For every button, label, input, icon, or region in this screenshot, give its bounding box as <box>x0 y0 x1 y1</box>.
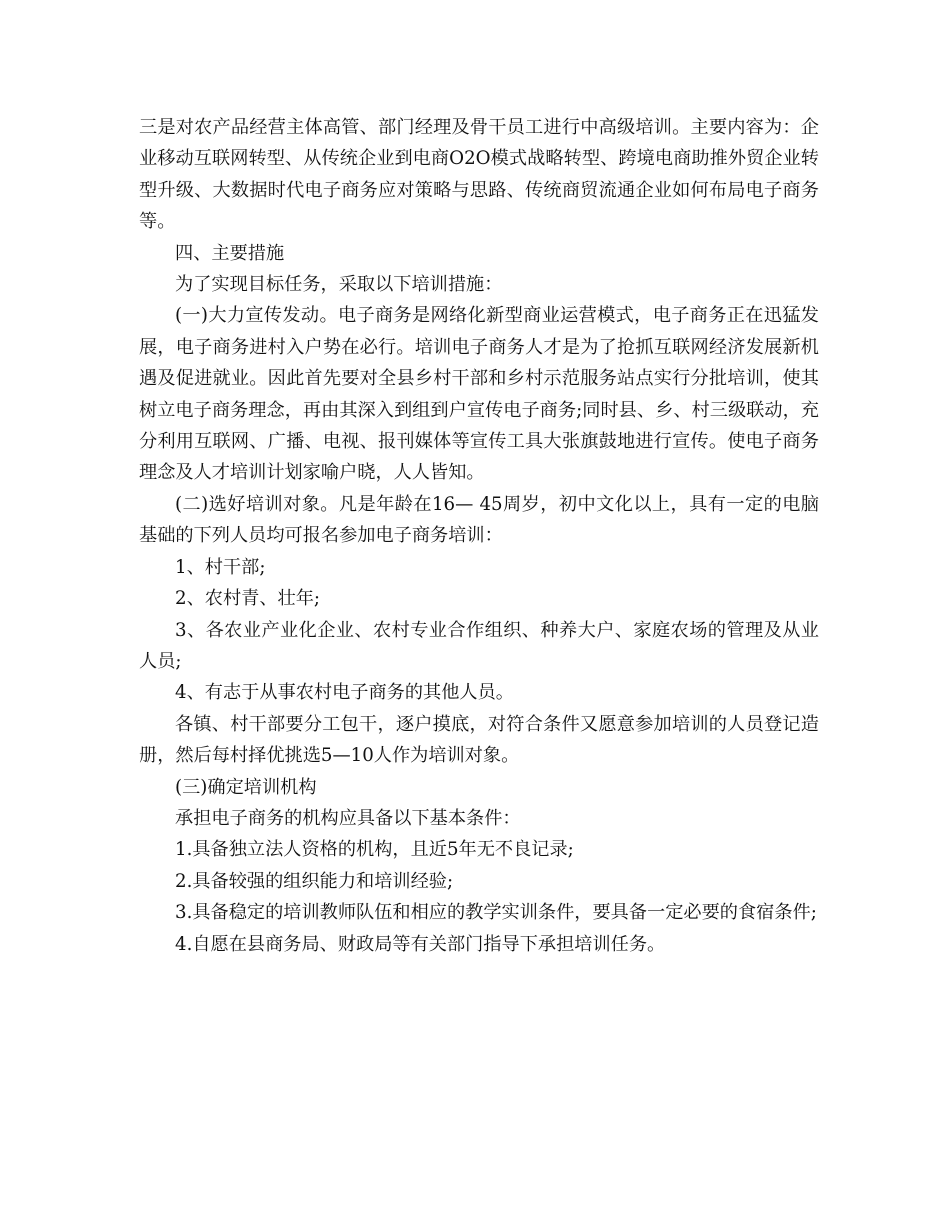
document-page <box>139 112 819 960</box>
paragraph-registration: 各镇、村干部要分工包干，逐户摸底，对符合条件又愿意参加培训的人员登记造册，然后每村择优挑选5—10人作为培训对象。 <box>139 713 819 767</box>
section-heading-training-institution: (三)确定培训机构 <box>175 776 317 798</box>
paragraph-institution-conditions: 承担电子商务的机构应具备以下基本条件： <box>175 807 521 829</box>
paragraph-training-content: 三是对农产品经营主体高管、部门经理及骨干员工进行中高级培训。主要内容为：企业移动互联网转型、从传统企业到电商O2O模式战略转型、跨境电商助推外贸企业转型升级、大数据时代电子商务应对策略与思路、传统商贸流通企业如何布局电子商务等。 <box>139 117 819 233</box>
list-item-condition-4: 4.自愿在县商务局、财政局等有关部门指导下承担培训任务。 <box>175 933 666 955</box>
paragraph-publicity: (一)大力宣传发动。电子商务是网络化新型商业运营模式，电子商务正在迅猛发展，电子商务进村入户势在必行。培训电子商务人才是为了抢抓互联网经济发展新机遇及促进就业。因此首先要对全县乡村干部和乡村示范服务站点实行分批培训，使其树立电子商务理念，再由其深入到组到户宣传电子商务;同时县、乡、村三级联动，充分利用互联网、广播、电视、报刊媒体等宣传工具大张旗鼓地进行宣传。使电子商务理念及人才培训计划家喻户晓，人人皆知。 <box>139 305 819 484</box>
list-item-rural-youth: 2、农村青、壮年; <box>175 588 321 610</box>
list-item-agri-enterprises: 3、各农业产业化企业、农村专业合作组织、种养大户、家庭农场的管理及从业人员; <box>139 619 819 672</box>
section-heading-main-measures: 四、主要措施 <box>175 242 285 264</box>
list-item-condition-1: 1.具备独立法人资格的机构，且近5年无不良记录; <box>175 839 574 861</box>
list-item-condition-3: 3.具备稳定的培训教师队伍和相应的教学实训条件，要具备一定必要的食宿条件; <box>175 902 817 924</box>
list-item-other-persons: 4、有志于从事农村电子商务的其他人员。 <box>175 682 514 704</box>
paragraph-select-trainees: (二)选好培训对象。凡是年龄在16— 45周岁，初中文化以上，具有一定的电脑基础的下列人员均可报名参加电子商务培训： <box>139 493 819 547</box>
list-item-village-cadres: 1、村干部; <box>175 556 266 578</box>
paragraph-measures-intro: 为了实现目标任务，采取以下培训措施： <box>175 274 503 296</box>
list-item-condition-2: 2.具备较强的组织能力和培训经验; <box>175 870 454 892</box>
